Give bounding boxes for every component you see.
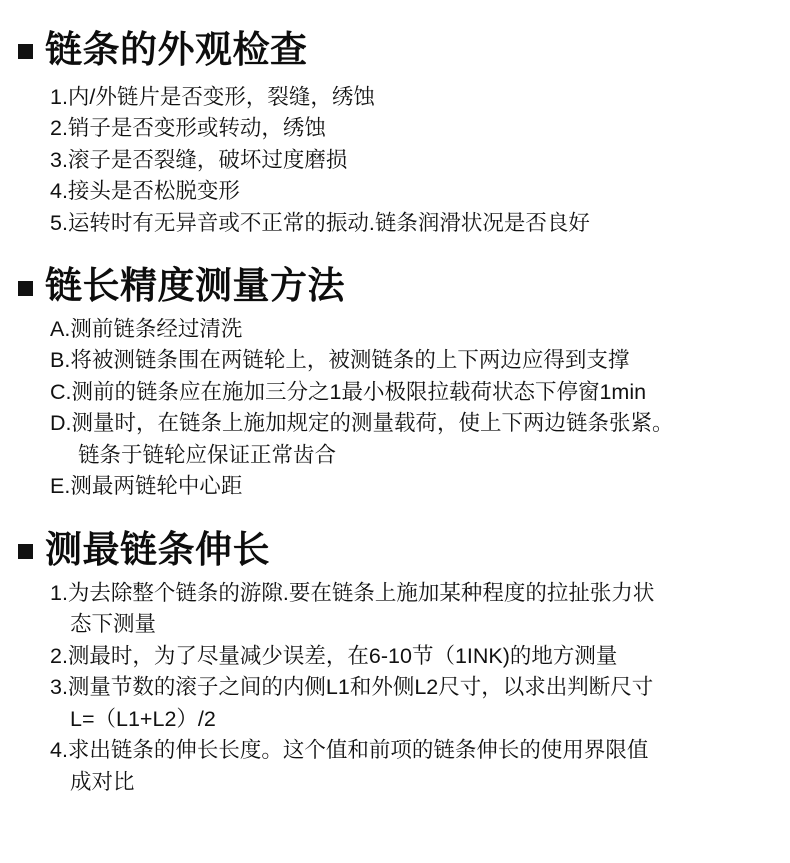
list-item: A.测前链条经过清洗	[50, 316, 243, 341]
section-elongation-measurement	[18, 528, 772, 797]
section-title: 测最链条伸长	[45, 528, 270, 570]
list-item-continuation: 链条于链轮应保证正常齿合	[78, 442, 337, 467]
list-item: 3.滚子是否裂缝，破坏过度磨损	[50, 147, 348, 172]
list-item-continuation: L=（L1+L2）/2	[70, 706, 216, 731]
section-appearance-inspection	[18, 28, 772, 238]
list-item: 5.运转时有无异音或不正常的振动.链条润滑状况是否良好	[50, 210, 590, 235]
list-item-continuation: 态下测量	[70, 612, 157, 637]
section-heading	[18, 264, 772, 308]
list-item: B.将被测链条围在两链轮上，被测链条的上下两边应得到支撑	[50, 348, 630, 373]
section-title: 链长精度测量方法	[45, 265, 345, 307]
list-item-continuation: 成对比	[70, 769, 135, 794]
list-item: 1.为去除整个链条的游隙.要在链条上施加某种程度的拉扯张力状	[50, 580, 655, 605]
list-item: E.测最两链轮中心距	[50, 474, 243, 499]
list-item: 3.测量节数的滚子之间的内侧L1和外侧L2尺寸，以求出判断尺寸	[50, 675, 654, 700]
list-item: C.测前的链条应在施加三分之1最小极限拉载荷状态下停窗1min	[50, 379, 647, 404]
section-item-list	[18, 82, 772, 239]
list-item: 4.接头是否松脱变形	[50, 179, 240, 204]
section-title: 链条的外观检查	[45, 29, 308, 70]
list-item: 2.测最时，为了尽量减少误差，在6-10节（1INK)的地方测量	[50, 643, 618, 668]
list-item: 4.求出链条的伸长长度。这个值和前项的链条伸长的使用界限值	[50, 738, 649, 763]
list-item: 2.销子是否变形或转动，绣蚀	[50, 116, 326, 141]
list-item: D.测量时，在链条上施加规定的测量载荷，使上下两边链条张紧。	[50, 411, 674, 436]
square-bullet-icon	[18, 44, 33, 59]
section-item-list	[18, 314, 772, 502]
square-bullet-icon	[18, 281, 33, 296]
square-bullet-icon	[18, 544, 33, 559]
section-heading	[18, 28, 772, 72]
section-length-accuracy-measurement	[18, 264, 772, 502]
section-item-list	[18, 578, 772, 798]
list-item: 1.内/外链片是否变形，裂缝，绣蚀	[50, 84, 375, 109]
section-heading	[18, 528, 772, 572]
